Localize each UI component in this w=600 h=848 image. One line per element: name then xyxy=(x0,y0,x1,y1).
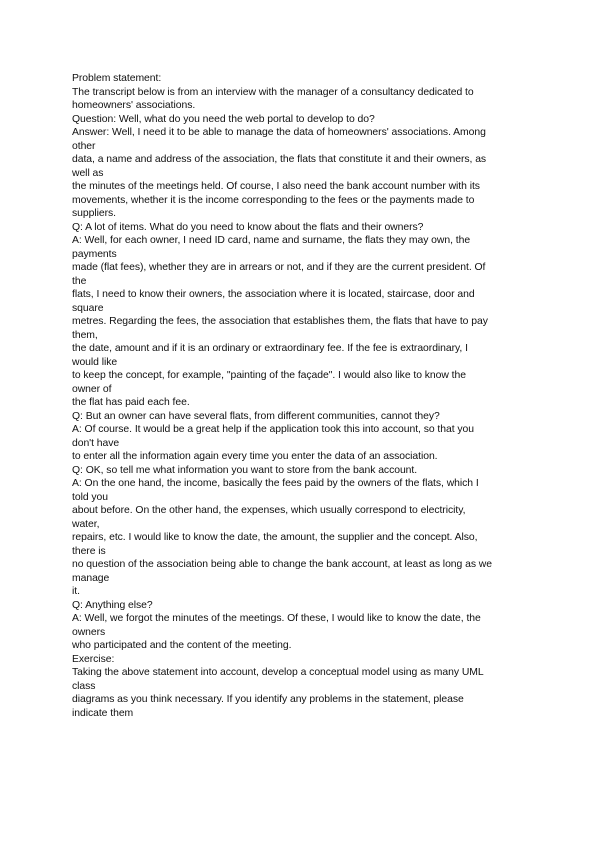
text-line: would like xyxy=(72,356,118,368)
text-line: made (flat fees), whether they are in arrears or not, and if they are the current president. Of xyxy=(72,262,486,273)
text-line: Q: OK, so tell me what information you want to store from the bank account. xyxy=(72,464,418,476)
text-line: the flat has paid each fee. xyxy=(72,397,190,408)
text-line: don't have xyxy=(72,437,120,449)
text-line: other xyxy=(72,140,96,152)
text-line: no question of the association being able to change the bank account, at least as long as we xyxy=(72,559,492,570)
text-line: Q: A lot of items. What do you need to know about the flats and their owners? xyxy=(72,221,424,233)
text-line: square xyxy=(72,302,104,314)
text-line: about before. On the other hand, the expenses, which usually correspond to electricity, xyxy=(72,505,466,516)
text-line: to keep the concept, for example, "painting of the façade". I would also like to know the xyxy=(72,370,466,381)
text-line: Exercise: xyxy=(72,653,115,665)
text-line: them, xyxy=(72,329,98,341)
text-line: class xyxy=(72,680,96,692)
text-line: The transcript below is from an interview with the manager of a consultancy dedicated to xyxy=(72,86,474,98)
text-line: the date, amount and if it is an ordinary or extraordinary fee. If the fee is extraordinary, I xyxy=(72,343,468,354)
text-line: indicate them xyxy=(72,707,134,719)
text-line: to enter all the information again every time you enter the data of an association. xyxy=(72,451,438,462)
text-line: owners xyxy=(72,626,106,638)
text-line: Taking the above statement into account, develop a conceptual model using as many UML xyxy=(72,667,484,678)
text-line: A: Of course. It would be a great help if the application took this into account, so that you xyxy=(72,424,474,435)
text-line: A: Well, for each owner, I need ID card, name and surname, the flats they may own, the xyxy=(72,235,471,246)
text-line: repairs, etc. I would like to know the date, the amount, the supplier and the concept. Also, xyxy=(72,532,478,543)
text-line: told you xyxy=(72,491,108,503)
text-line: Q: Anything else? xyxy=(72,599,153,611)
text-line: homeowners' associations. xyxy=(72,100,196,111)
text-line: data, a name and address of the association, the flats that constitute it and their owners, as xyxy=(72,154,487,165)
text-line: Problem statement: xyxy=(72,73,162,84)
text-line: A: On the one hand, the income, basically the fees paid by the owners of the flats, which I xyxy=(72,478,479,489)
text-line: it. xyxy=(72,586,80,597)
document-page xyxy=(72,72,552,720)
text-line: suppliers. xyxy=(72,208,116,219)
text-line: who participated and the content of the meeting. xyxy=(72,640,292,651)
text-line: payments xyxy=(72,248,117,260)
text-line: Answer: Well, I need it to be able to manage the data of homeowners' associations. Among xyxy=(72,127,486,138)
text-line: flats, I need to know their owners, the association where it is located, staircase, door and xyxy=(72,289,475,300)
text-line: metres. Regarding the fees, the association that establishes them, the flats that have to pay xyxy=(72,316,488,327)
text-line: Q: But an owner can have several flats, from different communities, cannot they? xyxy=(72,410,440,422)
text-line: water, xyxy=(72,518,100,530)
text-line: manage xyxy=(72,572,110,584)
text-line: well as xyxy=(72,167,104,179)
text-line: movements, whether it is the income corresponding to the fees or the payments made to xyxy=(72,194,475,206)
text-line: owner of xyxy=(72,383,112,395)
text-line: there is xyxy=(72,545,106,557)
text-line: Question: Well, what do you need the web portal to develop to do? xyxy=(72,113,375,125)
text-line: A: Well, we forgot the minutes of the meetings. Of these, I would like to know the date, the xyxy=(72,613,481,624)
text-line: the minutes of the meetings held. Of course, I also need the bank account number with its xyxy=(72,181,480,192)
text-line: diagrams as you think necessary. If you identify any problems in the statement, please xyxy=(72,694,464,705)
text-line: the xyxy=(72,275,87,287)
